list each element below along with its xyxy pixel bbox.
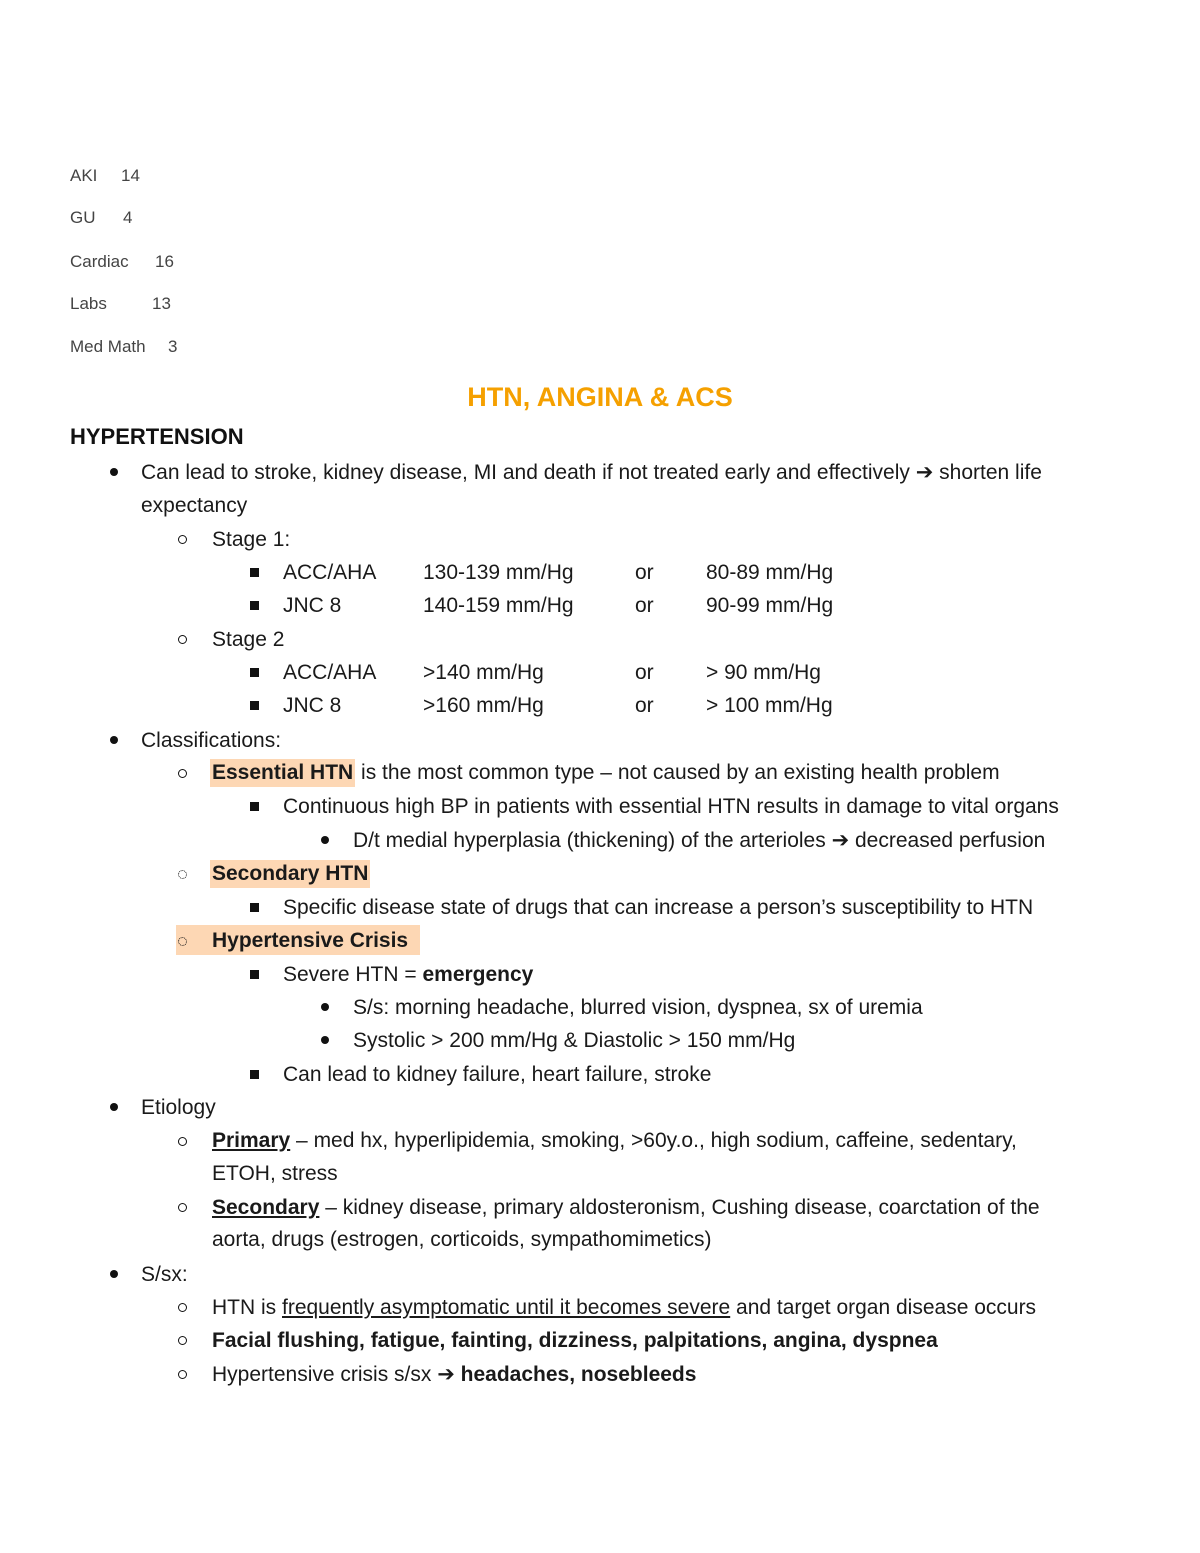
bp-or: or — [635, 694, 654, 717]
list-item: Hypertensive crisis s/sx ➔ headaches, nosebleeds — [212, 1363, 697, 1386]
bp-diastolic: > 90 mm/Hg — [706, 661, 821, 684]
stage-label: Stage 2 — [212, 628, 285, 651]
bp-diastolic: > 100 mm/Hg — [706, 694, 833, 717]
bullet-dot — [110, 468, 118, 476]
tally-label: GU — [70, 208, 96, 227]
bullet-ring — [178, 535, 187, 544]
bullet-ring — [178, 769, 187, 778]
bp-or: or — [635, 561, 654, 584]
list-item: Can lead to kidney failure, heart failure, stroke — [283, 1063, 712, 1086]
bullet-square — [250, 903, 259, 912]
stage-label: Stage 1: — [212, 528, 291, 551]
highlighted-term: Essential HTN — [210, 759, 355, 787]
list-item-continuation: expectancy — [141, 494, 248, 517]
bp-or: or — [635, 594, 654, 617]
bp-systolic: >160 mm/Hg — [423, 694, 544, 717]
bullet-dot — [321, 836, 329, 844]
tally-value: 3 — [168, 337, 178, 356]
tally-label: AKI — [70, 166, 98, 185]
bullet-dot — [110, 1270, 118, 1278]
bp-org: JNC 8 — [283, 594, 342, 617]
bullet-ring — [178, 1336, 187, 1345]
bullet-ring — [178, 937, 187, 946]
bullet-ring — [178, 1303, 187, 1312]
list-item: Systolic > 200 mm/Hg & Diastolic > 150 mm/Hg — [353, 1029, 796, 1052]
bp-diastolic: 80-89 mm/Hg — [706, 561, 834, 584]
tally-label: Labs — [70, 294, 107, 313]
bp-org: ACC/AHA — [283, 561, 377, 584]
bullet-ring — [178, 870, 187, 879]
list-item: Classifications: — [141, 729, 282, 752]
bullet-ring — [178, 1137, 187, 1146]
list-item: Essential HTN is the most common type – not caused by an existing health problem — [210, 762, 1000, 783]
tally-label: Med Math — [70, 337, 146, 356]
bullet-ring — [178, 1203, 187, 1212]
highlighted-term: Secondary HTN — [210, 860, 370, 888]
list-item: Secondary – kidney disease, primary aldosteronism, Cushing disease, coarctation of the — [212, 1196, 1040, 1219]
bp-diastolic: 90-99 mm/Hg — [706, 594, 834, 617]
list-item-continuation: ETOH, stress — [212, 1162, 338, 1185]
list-item: HTN is frequently asymptomatic until it becomes severe and target organ disease occurs — [212, 1296, 1037, 1319]
list-item: Specific disease state of drugs that can increase a person’s susceptibility to HTN — [283, 896, 1034, 919]
tally-value: 16 — [155, 252, 174, 271]
bullet-square — [250, 668, 259, 677]
list-item: Primary – med hx, hyperlipidemia, smoking, >60y.o., high sodium, caffeine, sedentary, — [212, 1129, 1017, 1152]
list-item: Continuous high BP in patients with essential HTN results in damage to vital organs — [283, 795, 1059, 818]
tally-value: 13 — [152, 294, 171, 313]
list-item: Severe HTN = emergency — [283, 963, 534, 986]
list-item: D/t medial hyperplasia (thickening) of the arterioles ➔ decreased perfusion — [353, 829, 1046, 852]
list-item: S/sx: — [141, 1263, 188, 1286]
bullet-dot — [321, 1036, 329, 1044]
list-item: S/s: morning headache, blurred vision, dyspnea, sx of uremia — [353, 996, 923, 1019]
tally-value: 14 — [121, 166, 140, 185]
arrow-icon: ➔ — [915, 461, 934, 484]
arrow-icon: ➔ — [437, 1363, 455, 1386]
tally-value: 4 — [123, 208, 133, 227]
bp-systolic: >140 mm/Hg — [423, 661, 544, 684]
list-item: Facial flushing, fatigue, fainting, dizziness, palpitations, angina, dyspnea — [212, 1329, 938, 1352]
bullet-dot — [110, 736, 118, 744]
arrow-icon: ➔ — [831, 829, 850, 852]
bullet-dot — [321, 1003, 329, 1011]
bullet-ring — [178, 635, 187, 644]
bullet-square — [250, 601, 259, 610]
list-item — [210, 863, 370, 884]
bullet-square — [250, 970, 259, 979]
bp-systolic: 130-139 mm/Hg — [423, 561, 574, 584]
list-item: Etiology — [141, 1096, 216, 1119]
bp-or: or — [635, 661, 654, 684]
bullet-ring — [178, 1370, 187, 1379]
page-title: HTN, ANGINA & ACS — [467, 382, 733, 412]
bullet-square — [250, 802, 259, 811]
bp-systolic: 140-159 mm/Hg — [423, 594, 574, 617]
bp-org: JNC 8 — [283, 694, 342, 717]
bullet-dot — [110, 1103, 118, 1111]
bullet-square — [250, 568, 259, 577]
bp-org: ACC/AHA — [283, 661, 377, 684]
list-item: Can lead to stroke, kidney disease, MI and death if not treated early and effectively ➔ shorten life — [141, 461, 1042, 484]
highlighted-term: Hypertensive Crisis — [212, 929, 409, 952]
bullet-square — [250, 701, 259, 710]
bullet-square — [250, 1070, 259, 1079]
tally-label: Cardiac — [70, 252, 129, 271]
section-heading: HYPERTENSION — [70, 424, 244, 449]
list-item-continuation: aorta, drugs (estrogen, corticoids, sympathomimetics) — [212, 1228, 712, 1251]
